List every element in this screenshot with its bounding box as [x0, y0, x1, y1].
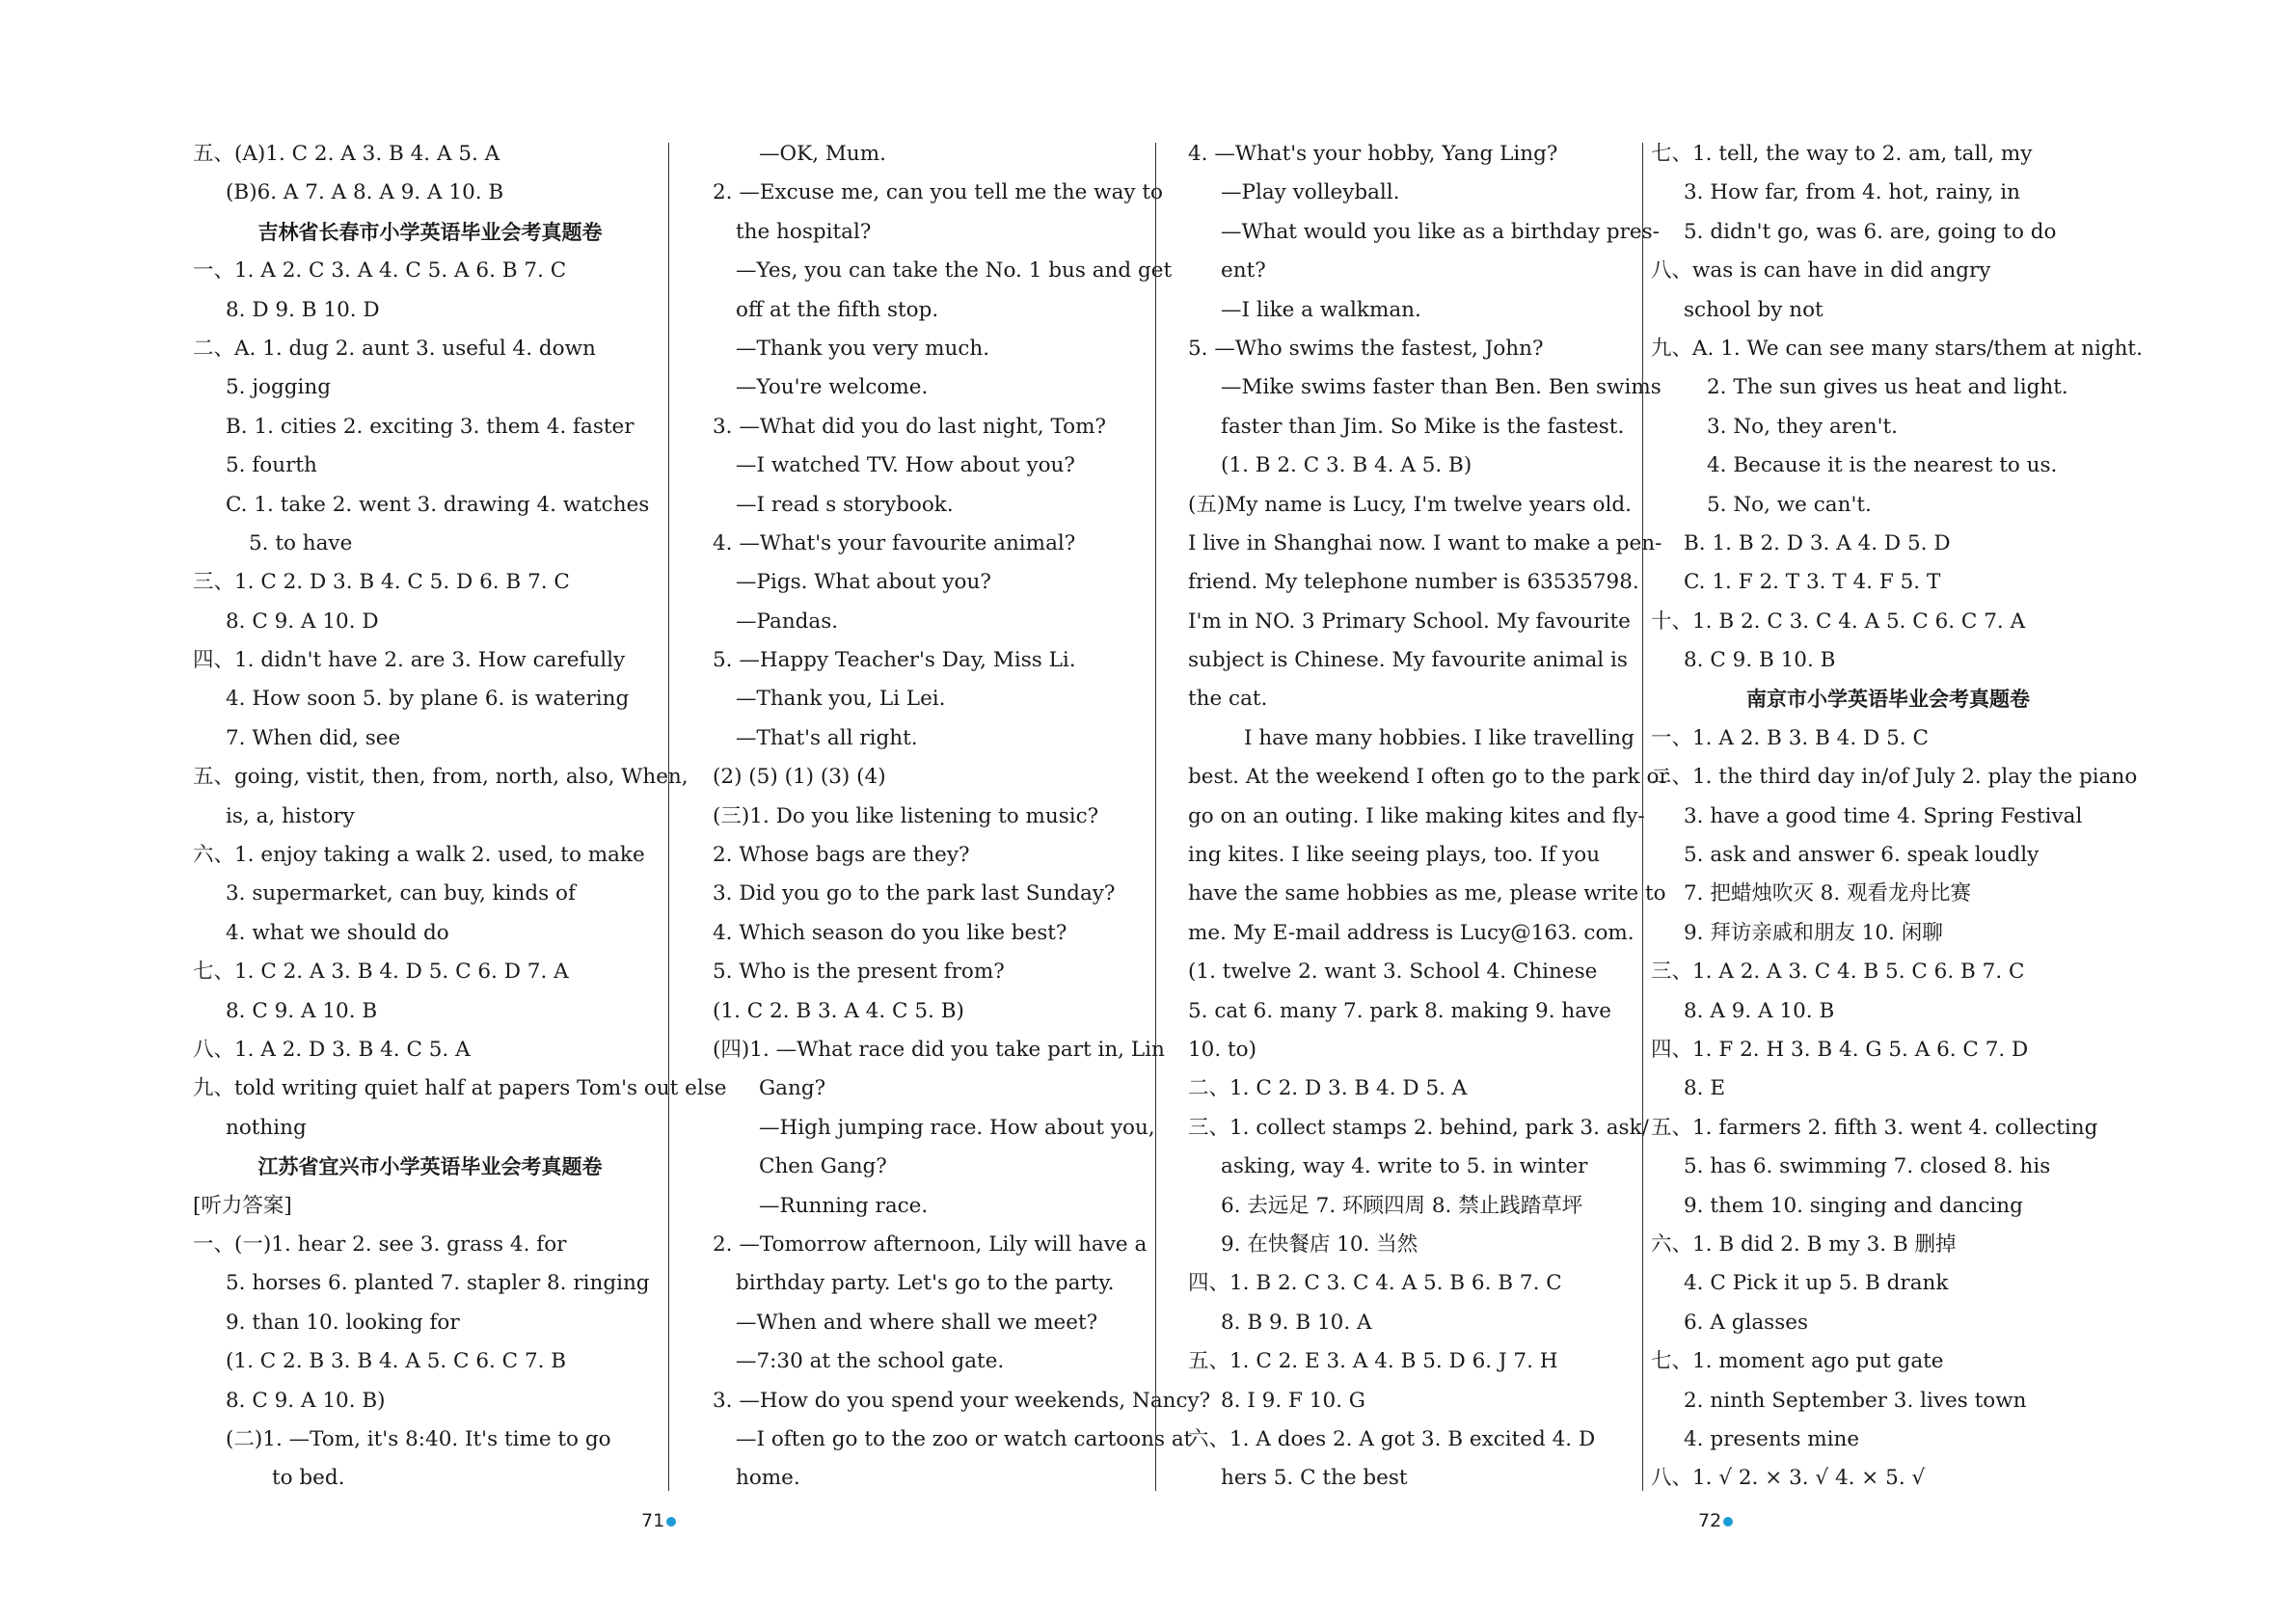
answer-line: 8. C 9. A 10. D — [226, 609, 379, 634]
answer-line: 8. D 9. B 10. D — [226, 297, 380, 322]
answer-line: 2. The sun gives us heat and light. — [1707, 375, 2068, 400]
answer-line: —Play volleyball. — [1221, 180, 1400, 205]
answer-line: 七、1. moment ago put gate — [1651, 1349, 1944, 1374]
column-separator — [1155, 143, 1156, 1491]
section-title: 吉林省长春市小学英语毕业会考真题卷 — [257, 220, 603, 244]
answer-line: ent? — [1221, 258, 1266, 284]
answer-line: 五、1. farmers 2. fifth 3. went 4. collecting — [1651, 1115, 2098, 1140]
answer-line: (2) (5) (1) (3) (4) — [713, 765, 886, 790]
answer-line: 2. —Excuse me, can you tell me the way to — [713, 180, 1163, 205]
answer-line: —When and where shall we meet? — [736, 1310, 1098, 1335]
answer-line: 5. has 6. swimming 7. closed 8. his — [1684, 1154, 2051, 1179]
page-number-text: 71 — [641, 1510, 665, 1531]
answer-line: 5. —Who swims the fastest, John? — [1188, 336, 1544, 361]
answer-line: [听力答案] — [193, 1193, 292, 1218]
answer-line: 六、1. A does 2. A got 3. B excited 4. D — [1188, 1426, 1596, 1451]
answer-line: I'm in NO. 3 Primary School. My favourite — [1188, 609, 1631, 634]
answer-line: 5. —Happy Teacher's Day, Miss Li. — [713, 648, 1076, 673]
answer-line: 3. How far, from 4. hot, rainy, in — [1684, 180, 2020, 205]
answer-line: 5. jogging — [226, 375, 331, 400]
page-number-text: 72 — [1698, 1510, 1722, 1531]
answer-line: —You're welcome. — [736, 375, 929, 400]
answer-line: 3. —How do you spend your weekends, Nancy? — [713, 1388, 1211, 1413]
answer-line: home. — [736, 1466, 800, 1491]
answer-line: 8. C 9. B 10. B — [1684, 648, 1836, 673]
answer-line: 3. No, they aren't. — [1707, 414, 1899, 439]
answer-line: friend. My telephone number is 63535798. — [1188, 570, 1639, 595]
answer-line: me. My E-mail address is Lucy@163. com. — [1188, 920, 1634, 945]
answer-line: —I often go to the zoo or watch cartoons at — [736, 1426, 1193, 1451]
answer-line: 5. didn't go, was 6. are, going to do — [1684, 219, 2057, 244]
answer-line: 5. cat 6. many 7. park 8. making 9. have — [1188, 998, 1611, 1023]
answer-line: 七、1. C 2. A 3. B 4. D 5. C 6. D 7. A — [193, 960, 569, 985]
answer-line: school by not — [1684, 297, 1823, 322]
answer-line: (三)1. Do you like listening to music? — [713, 803, 1099, 828]
answer-line: 四、1. F 2. H 3. B 4. G 5. A 6. C 7. D — [1651, 1037, 2029, 1062]
answer-line: 8. A 9. A 10. B — [1684, 998, 1835, 1023]
answer-line: 五、(A)1. C 2. A 3. B 4. A 5. A — [193, 142, 500, 166]
answer-line: 8. C 9. A 10. B — [226, 998, 378, 1023]
column-separator — [668, 143, 669, 1491]
column-3 — [1188, 135, 1669, 1499]
answer-line: —Mike swims faster than Ben. Ben swims — [1221, 375, 1661, 400]
column-1 — [193, 135, 727, 1499]
answer-line: —That's all right. — [736, 725, 918, 750]
answer-line: 9. than 10. looking for — [226, 1310, 460, 1335]
answer-line: —Thank you, Li Lei. — [736, 687, 946, 712]
answer-line: is, a, history — [226, 803, 355, 828]
answer-line: 2. Whose bags are they? — [713, 843, 970, 868]
answer-line: (B)6. A 7. A 8. A 9. A 10. B — [226, 180, 504, 205]
answer-line: 4. How soon 5. by plane 6. is watering — [226, 687, 630, 712]
answer-line: Chen Gang? — [759, 1154, 887, 1179]
answer-line: faster than Jim. So Mike is the fastest. — [1221, 414, 1625, 439]
answer-line: 八、1. A 2. D 3. B 4. C 5. A — [193, 1037, 471, 1062]
answer-line: (四)1. —What race did you take part in, Lin — [713, 1037, 1165, 1062]
answer-line: 5. to have — [249, 530, 353, 555]
answer-line: go on an outing. I like making kites and fly- — [1188, 803, 1645, 828]
answer-line: —I read s storybook. — [736, 492, 954, 517]
answer-line: 4. Because it is the nearest to us. — [1707, 453, 2058, 478]
answer-line: 三、1. C 2. D 3. B 4. C 5. D 6. B 7. C — [193, 570, 570, 595]
answer-line: off at the fifth stop. — [736, 297, 939, 322]
answer-line: (1. C 2. B 3. B 4. A 5. C 6. C 7. B — [226, 1349, 567, 1374]
answer-line: 六、1. B did 2. B my 3. B 删掉 — [1651, 1231, 1957, 1257]
answer-line: the cat. — [1188, 687, 1268, 712]
answer-line: —Yes, you can take the No. 1 bus and get — [736, 258, 1173, 284]
answer-line: —I watched TV. How about you? — [736, 453, 1075, 478]
answer-line: 4. C Pick it up 5. B drank — [1684, 1271, 1949, 1296]
answer-line: 6. A glasses — [1684, 1310, 1808, 1335]
answer-line: 二、1. the third day in/of July 2. play the piano — [1651, 765, 2138, 790]
answer-line: 8. B 9. B 10. A — [1221, 1310, 1372, 1335]
answer-line: the hospital? — [736, 219, 872, 244]
answer-line: C. 1. take 2. went 3. drawing 4. watches — [226, 492, 650, 517]
answer-line: (1. B 2. C 3. B 4. A 5. B) — [1221, 453, 1472, 478]
answer-line: —7:30 at the school gate. — [736, 1349, 1005, 1374]
answer-line: 二、A. 1. dug 2. aunt 3. useful 4. down — [193, 336, 596, 361]
page-number-right — [1698, 1510, 1733, 1531]
answer-line: asking, way 4. write to 5. in winter — [1221, 1154, 1588, 1179]
answer-line: ing kites. I like seeing plays, too. If you — [1188, 843, 1601, 868]
answer-line: 5. horses 6. planted 7. stapler 8. ringing — [226, 1271, 650, 1296]
answer-line: 2. —Tomorrow afternoon, Lily will have a — [713, 1231, 1148, 1257]
answer-line: best. At the weekend I often go to the park or — [1188, 765, 1669, 790]
answer-line: 9. 在快餐店 10. 当然 — [1221, 1231, 1418, 1257]
answer-line: 4. —What's your hobby, Yang Ling? — [1188, 142, 1558, 166]
answer-line: I live in Shanghai now. I want to make a pen- — [1188, 530, 1662, 555]
answer-line: hers 5. C the best — [1221, 1466, 1408, 1491]
answer-line: (五)My name is Lucy, I'm twelve years old. — [1188, 492, 1632, 517]
answer-line: 4. —What's your favourite animal? — [713, 530, 1076, 555]
answer-line: 8. E — [1684, 1076, 1726, 1101]
answer-line: 9. them 10. singing and dancing — [1684, 1193, 2023, 1218]
answer-line: 4. Which season do you like best? — [713, 920, 1067, 945]
answer-line: —What would you like as a birthday pres- — [1221, 219, 1660, 244]
answer-line: 八、1. √ 2. × 3. √ 4. × 5. √ — [1651, 1466, 1926, 1491]
answer-line: 3. —What did you do last night, Tom? — [713, 414, 1107, 439]
answer-line: 8. I 9. F 10. G — [1221, 1388, 1365, 1413]
answer-line: —Thank you very much. — [736, 336, 990, 361]
answer-line: 四、1. B 2. C 3. C 4. A 5. B 6. B 7. C — [1188, 1271, 1562, 1296]
answer-line: 一、1. A 2. B 3. B 4. D 5. C — [1651, 725, 1929, 750]
answer-line: 3. Did you go to the park last Sunday? — [713, 881, 1116, 906]
answer-line: 一、1. A 2. C 3. A 4. C 5. A 6. B 7. C — [193, 258, 567, 284]
section-title: 南京市小学英语毕业会考真题卷 — [1746, 688, 2030, 712]
answer-line: B. 1. B 2. D 3. A 4. D 5. D — [1684, 530, 1951, 555]
answer-line: 5. fourth — [226, 453, 317, 478]
answer-line: (1. twelve 2. want 3. School 4. Chinese — [1188, 960, 1598, 985]
column-4 — [1651, 135, 2143, 1499]
answer-line: 3. have a good time 4. Spring Festival — [1684, 803, 2083, 828]
answer-line: 一、(一)1. hear 2. see 3. grass 4. for — [193, 1231, 567, 1257]
answer-line: 7. When did, see — [226, 725, 401, 750]
answer-line: 6. 去远足 7. 环顾四周 8. 禁止践踏草坪 — [1221, 1193, 1583, 1218]
answer-line: 七、1. tell, the way to 2. am, tall, my — [1651, 142, 2033, 166]
page-dot-icon — [666, 1517, 676, 1527]
answer-line: 2. ninth September 3. lives town — [1684, 1388, 2027, 1413]
answer-line: birthday party. Let's go to the party. — [736, 1271, 1115, 1296]
answer-line: —High jumping race. How about you, — [759, 1115, 1155, 1140]
answer-line: 7. 把蜡烛吹灭 8. 观看龙舟比赛 — [1684, 881, 1972, 906]
answer-line: —Pigs. What about you? — [736, 570, 991, 595]
page-number-left — [641, 1510, 676, 1531]
answer-line: (二)1. —Tom, it's 8:40. It's time to go — [226, 1426, 611, 1451]
answer-line: Gang? — [759, 1076, 826, 1101]
answer-line: —Running race. — [759, 1193, 929, 1218]
answer-line: 九、told writing quiet half at papers Tom's out else — [193, 1076, 727, 1101]
answer-line: nothing — [226, 1115, 307, 1140]
answer-line: 五、going, vistit, then, from, north, also, When, — [193, 765, 689, 790]
answer-line: 三、1. A 2. A 3. C 4. B 5. C 6. B 7. C — [1651, 960, 2025, 985]
answer-line: 九、A. 1. We can see many stars/them at night. — [1651, 336, 2143, 361]
answer-line: (1. C 2. B 3. A 4. C 5. B) — [713, 998, 964, 1023]
answer-line: 八、was is can have in did angry — [1651, 258, 1991, 284]
answer-line: 4. what we should do — [226, 920, 449, 945]
answer-line: 5. ask and answer 6. speak loudly — [1684, 843, 2039, 868]
answer-line: 五、1. C 2. E 3. A 4. B 5. D 6. J 7. H — [1188, 1349, 1558, 1374]
answer-line: I have many hobbies. I like travelling — [1244, 725, 1634, 750]
answer-line: C. 1. F 2. T 3. T 4. F 5. T — [1684, 570, 1941, 595]
column-2 — [680, 135, 1211, 1499]
answer-line: 三、1. collect stamps 2. behind, park 3. ask/ — [1188, 1115, 1649, 1140]
answer-line: B. 1. cities 2. exciting 3. them 4. faster — [226, 414, 635, 439]
answer-line: —Pandas. — [736, 609, 839, 634]
column-separator — [1642, 143, 1643, 1491]
answer-line: 5. No, we can't. — [1707, 492, 1872, 517]
answer-line: 8. C 9. A 10. B) — [226, 1388, 386, 1413]
page-dot-icon — [1723, 1517, 1733, 1527]
answer-line: 9. 拜访亲戚和朋友 10. 闲聊 — [1684, 920, 1943, 945]
answer-line: 10. to) — [1188, 1037, 1256, 1062]
answer-line: subject is Chinese. My favourite animal is — [1188, 648, 1628, 673]
answer-line: 四、1. didn't have 2. are 3. How carefully — [193, 648, 626, 673]
answer-line: 六、1. enjoy taking a walk 2. used, to make — [193, 843, 645, 868]
answer-line: 5. Who is the present from? — [713, 960, 1005, 985]
answer-line: —I like a walkman. — [1221, 297, 1421, 322]
answer-line: —OK, Mum. — [759, 142, 886, 166]
answer-line: to bed. — [272, 1466, 345, 1491]
answer-line: 4. presents mine — [1684, 1426, 1860, 1451]
answer-line: 十、1. B 2. C 3. C 4. A 5. C 6. C 7. A — [1651, 609, 2026, 634]
answer-line: 3. supermarket, can buy, kinds of — [226, 881, 576, 906]
answer-line: have the same hobbies as me, please write to — [1188, 881, 1666, 906]
answer-line: 二、1. C 2. D 3. B 4. D 5. A — [1188, 1076, 1468, 1101]
section-title: 江苏省宜兴市小学英语毕业会考真题卷 — [257, 1155, 603, 1179]
